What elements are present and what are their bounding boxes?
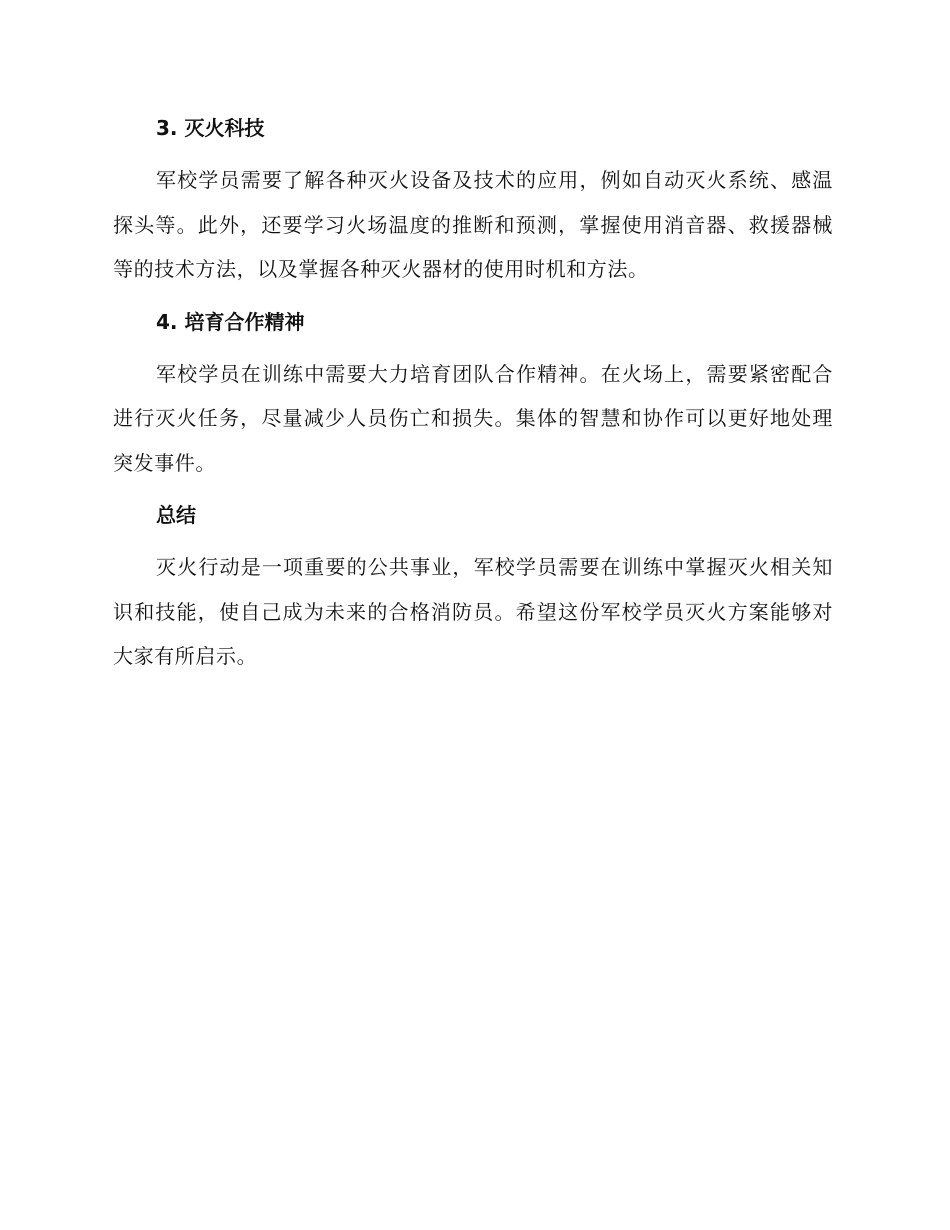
section-paragraph-fire-tech: 军校学员需要了解各种灭火设备及技术的应用，例如自动灭火系统、感温探头等。此外，还要学习火场温度的推断和预测，掌握使用消音器、救援器械等的技术方法，以及掌握各种灭火器材的使用时机和方法。 bbox=[113, 168, 833, 281]
section-heading-teamwork: 4. 培育合作精神 bbox=[156, 309, 305, 334]
section-heading-summary: 总结 bbox=[156, 503, 196, 527]
section-paragraph-teamwork: 军校学员在训练中需要大力培育团队合作精神。在火场上，需要紧密配合进行灭火任务，尽量减少人员伤亡和损失。集体的智慧和协作可以更好地处理突发事件。 bbox=[113, 361, 833, 475]
section-paragraph-summary: 灭火行动是一项重要的公共事业，军校学员需要在训练中掌握灭火相关知识和技能，使自己成为未来的合格消防员。希望这份军校学员灭火方案能够对大家有所启示。 bbox=[113, 555, 833, 668]
document-page bbox=[113, 108, 833, 689]
section-heading-fire-tech: 3. 灭火科技 bbox=[156, 116, 265, 140]
